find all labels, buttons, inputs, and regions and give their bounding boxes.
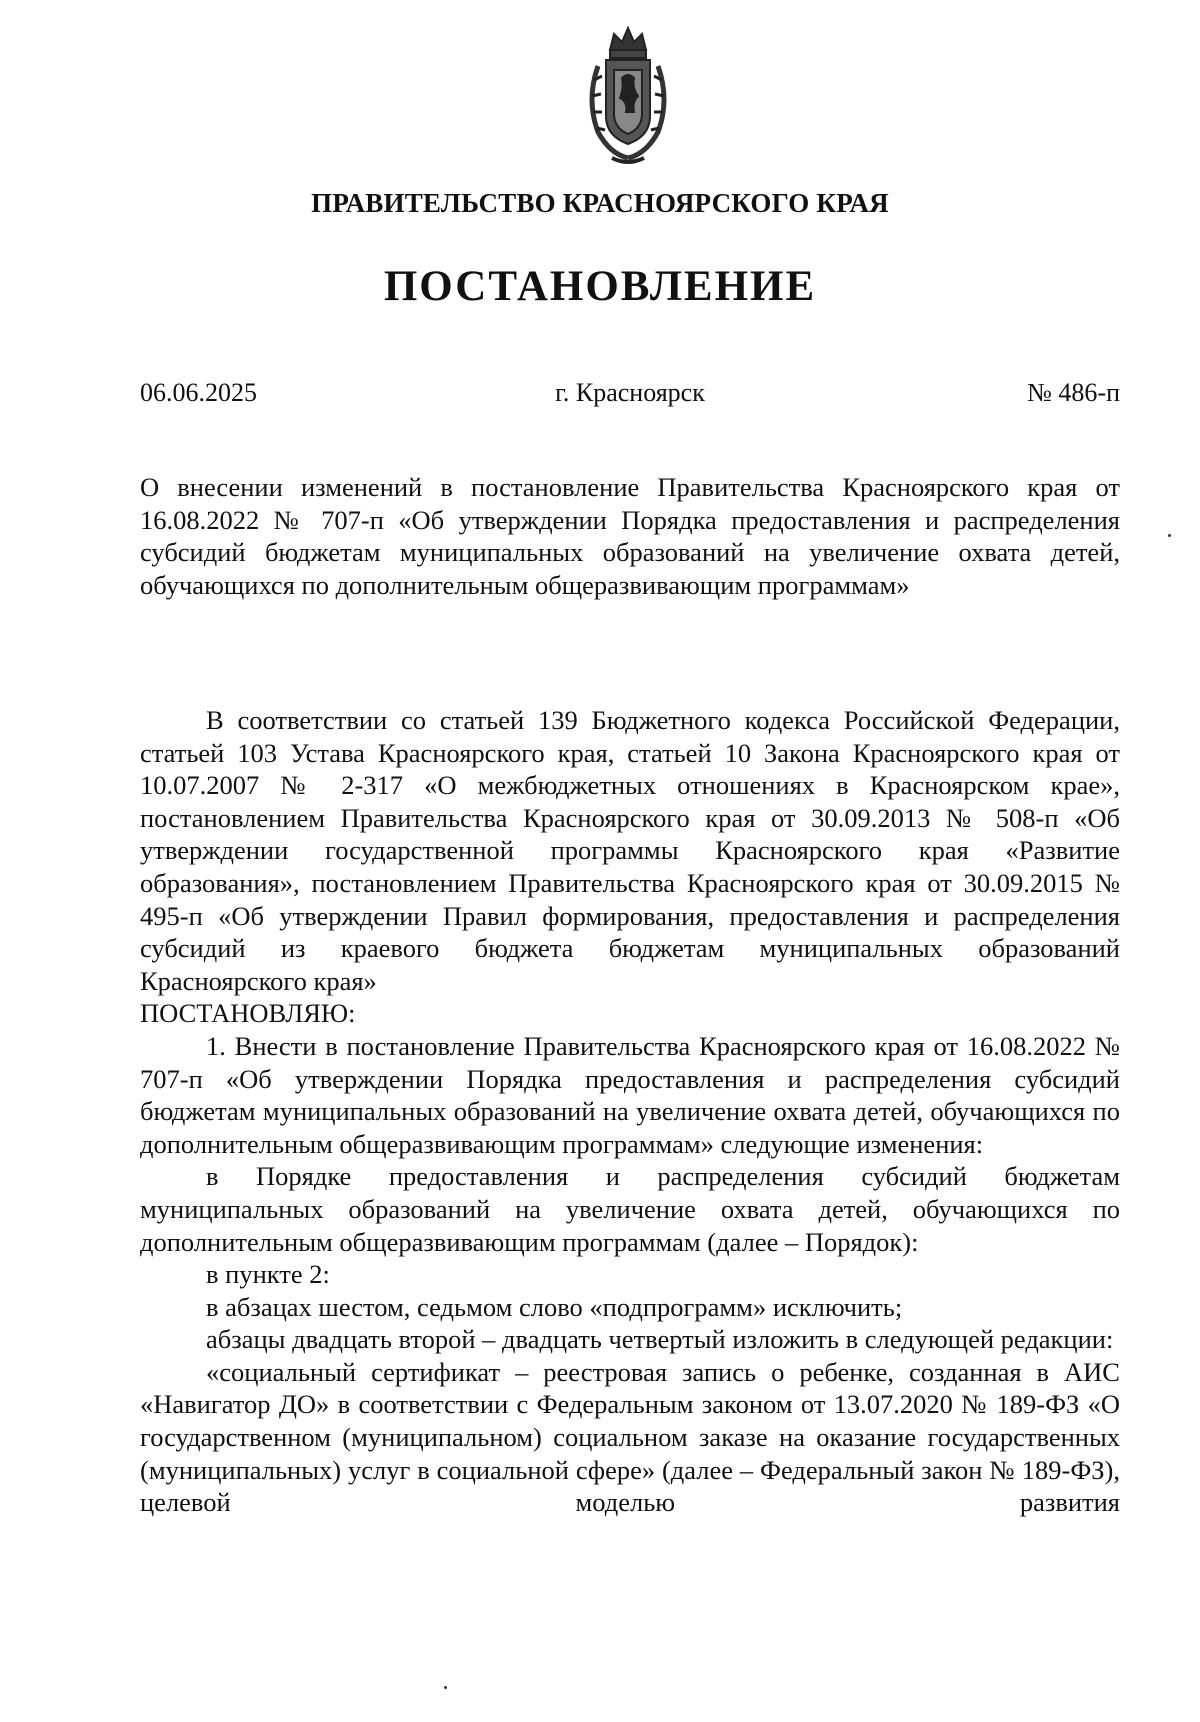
resolution-keyword: ПОСТАНОВЛЯЮ: (140, 998, 356, 1029)
preamble-paragraph: В соответствии со статьей 139 Бюджетного кодекса Российской Федерации, статьей 103 Устава Красноярского края, статьей 10 Закона Красноярского края от 10.07.2007 № 2-317 «О межбюджетных отношениях в Красноярском крае», постановлением Правительства Красноярского края от 30.09.2013 № 508-п «Об утверждении государственной программы Красноярского края «Развитие образования», постановлением Правительства Красноярского края от 30.09.2015 № 495-п «Об утверждении Правил формирования, предоставления и распределения субсидий из краевого бюджета бюджетам муниципальных образований Красноярского края» (140, 705, 1120, 996)
point-2-paragraph: в пункте 2: (206, 1259, 330, 1290)
document-date: 06.06.2025 (140, 378, 257, 407)
document-number: № 486-п (1027, 378, 1120, 407)
scan-speck (1168, 534, 1171, 537)
order-paragraph: в Порядке предоставления и распределения субсидий бюджетам муниципальных образований на увеличение охвата детей, обучающихся по дополнительным общеразвивающим программам (далее – Порядок): (140, 1161, 1120, 1257)
document-type-title: ПОСТАНОВЛЕНИЕ (383, 263, 817, 310)
scan-speck (444, 1686, 447, 1689)
subject-text: О внесении изменений в постановление Правительства Красноярского края от 16.08.2022 № 707-п «Об утверждении Порядка предоставления и распределения субсидий бюджетам муниципальных образований на увеличение охвата детей, обучающихся по дополнительным общеразвивающим программам» (140, 472, 1120, 600)
document-subject (140, 471, 1120, 601)
coat-of-arms-emblem-icon (568, 20, 688, 170)
document-city: г. Красноярск (555, 378, 705, 407)
organization-title: ПРАВИТЕЛЬСТВО КРАСНОЯРСКОГО КРАЯ (311, 188, 889, 218)
clause-1-paragraph: 1. Внести в постановление Правительства Красноярского края от 16.08.2022 № 707-п «Об утверждении Порядка предоставления и распределения субсидий бюджетам муниципальных образований на увеличение охвата детей, обучающихся по дополнительным общеразвивающим программам» следующие изменения: (140, 1030, 1120, 1159)
document-meta-row (140, 378, 1120, 414)
social-certificate-paragraph: «социальный сертификат – реестровая запись о ребенке, созданная в АИС «Навигатор ДО» в соответствии с Федеральным законом от 13.07.2020 № 189-ФЗ «О государственном (муниципальном) социальном заказе на оказание государственных (муниципальных) услуг в социальной сфере» (далее – Федеральный закон № 189-ФЗ), целевой моделью развития (140, 1356, 1120, 1518)
document-body (140, 704, 1120, 1519)
paragraphs-22-24-paragraph: абзацы двадцать второй – двадцать четвертый изложить в следующей редакции: (206, 1324, 1114, 1355)
paragraphs-6-7-paragraph: в абзацах шестом, седьмом слово «подпрограмм» исключить; (206, 1291, 903, 1322)
